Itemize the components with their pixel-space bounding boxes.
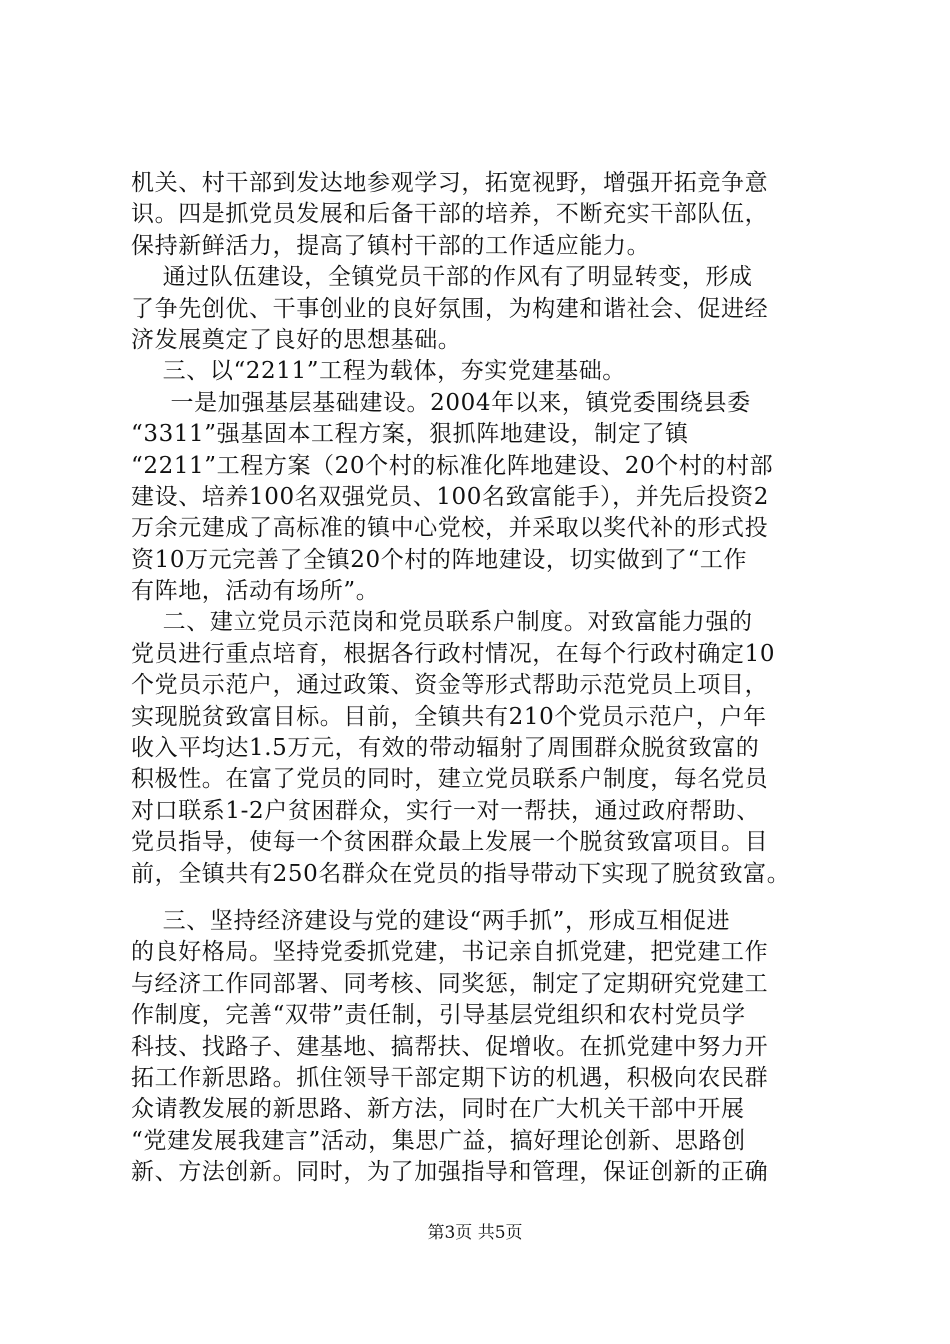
text-line: 通过队伍建设，全镇党员干部的作风有了明显转变，形成 bbox=[131, 264, 753, 291]
document-body bbox=[131, 168, 851, 1189]
text-line: 的良好格局。坚持党委抓党建，书记亲自抓党建，把党建工作 bbox=[131, 939, 769, 966]
text-line: 一是加强基层基础建设。2004年以来，镇党委围绕县委 bbox=[131, 389, 751, 416]
text-line: 实现脱贫致富目标。目前，全镇共有210个党员示范户，户年 bbox=[131, 703, 767, 730]
text-line: 新、方法创新。同时，为了加强指导和管理，保证创新的正确 bbox=[131, 1159, 769, 1186]
text-line: 收入平均达1.5万元，有效的带动辐射了周围群众脱贫致富的 bbox=[131, 735, 760, 762]
text-line: 三、坚持经济建设与党的建设“两手抓”，形成互相促进 bbox=[131, 907, 731, 934]
paragraph-gap bbox=[131, 890, 851, 906]
text-line: 积极性。在富了党员的同时，建立党员联系户制度，每名党员 bbox=[131, 766, 769, 793]
text-line: 识。四是抓党员发展和后备干部的培养，不断充实干部队伍， bbox=[131, 201, 769, 228]
page-number: 第3页 共5页 bbox=[427, 1223, 523, 1243]
text-line: 了争先创优、干事创业的良好氛围，为构建和谐社会、促进经 bbox=[131, 295, 769, 322]
text-line: 二、建立党员示范岗和党员联系户制度。对致富能力强的 bbox=[131, 609, 753, 636]
text-line: 与经济工作同部署、同考核、同奖惩，制定了定期研究党建工 bbox=[131, 970, 769, 997]
text-line: 对口联系1-2户贫困群众，实行一对一帮扶，通过政府帮助、 bbox=[131, 797, 760, 824]
text-line: 科技、找路子、建基地、搞帮扶、促增收。在抓党建中努力开 bbox=[131, 1033, 769, 1060]
text-line: 机关、村干部到发达地参观学习，拓宽视野，增强开拓竞争意 bbox=[131, 170, 769, 196]
text-line: 党员指导，使每一个贫困群众最上发展一个脱贫致富项目。目 bbox=[131, 829, 769, 856]
text-line: 党员进行重点培育，根据各行政村情况，在每个行政村确定10 bbox=[131, 640, 776, 667]
text-line: “党建发展我建言”活动，集思广益，搞好理论创新、思路创 bbox=[131, 1127, 746, 1154]
text-line: 有阵地，活动有场所”。 bbox=[131, 578, 380, 605]
text-line: 拓工作新思路。抓住领导干部定期下访的机遇，积极向农民群 bbox=[131, 1064, 769, 1091]
text-line: 万余元建成了高标准的镇中心党校，并采取以奖代补的形式投 bbox=[131, 515, 769, 542]
text-line: “3311”强基固本工程方案，狠抓阵地建设，制定了镇 bbox=[131, 421, 689, 448]
text-line: “2211”工程方案（20个村的标准化阵地建设、20个村的村部 bbox=[131, 452, 774, 479]
page-footer bbox=[0, 1218, 950, 1243]
text-line: 众请教发展的新思路、新方法，同时在广大机关干部中开展 bbox=[131, 1096, 745, 1123]
text-line: 个党员示范户，通过政策、资金等形式帮助示范党员上项目， bbox=[131, 672, 769, 699]
text-line: 济发展奠定了良好的思想基础。 bbox=[131, 326, 462, 353]
text-line: 前，全镇共有250名群众在党员的指导带动下实现了脱贫致富。 bbox=[131, 860, 791, 887]
text-line: 资10万元完善了全镇20个村的阵地建设，切实做到了“工作 bbox=[131, 546, 748, 573]
text-line: 作制度，完善“双带”责任制，引导基层党组织和农村党员学 bbox=[131, 1002, 746, 1029]
section-heading: 三、以“2211”工程为载体，夯实党建基础。 bbox=[131, 358, 626, 385]
text-line: 建设、培养100名双强党员、100名致富能手），并先后投资2 bbox=[131, 483, 769, 510]
text-line: 保持新鲜活力，提高了镇村干部的工作适应能力。 bbox=[131, 232, 651, 259]
